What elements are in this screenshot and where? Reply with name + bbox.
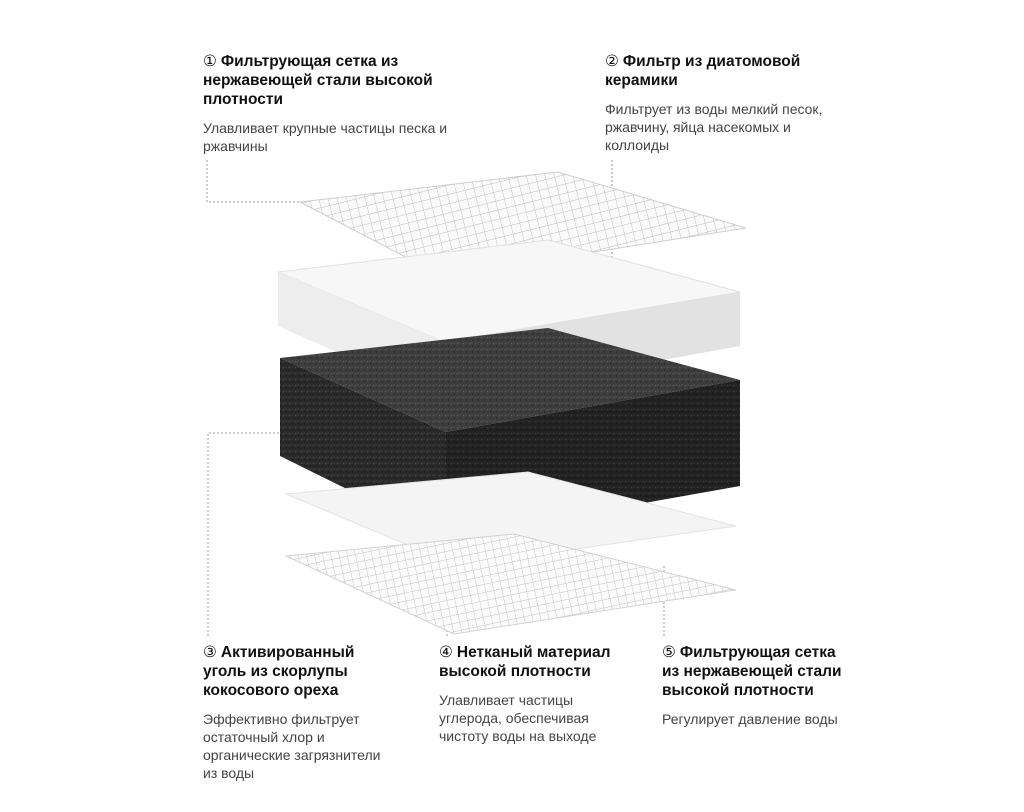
callout-1-title: ① Фильтрующая сетка из нержавеющей стали высокой плотности	[203, 53, 433, 108]
callout-4-description: Улавливает частицы углерода, обеспечивая чистоту воды на выходе	[439, 692, 597, 744]
callout-3-number: ③	[203, 644, 217, 661]
callout-2-number: ②	[605, 53, 619, 70]
callout-5	[662, 643, 847, 728]
callout-4-number: ④	[439, 644, 453, 661]
callout-2-title: ② Фильтр из диатомовой керамики	[605, 53, 801, 89]
callout-2	[605, 52, 850, 154]
callout-3-title: ③ Активированный уголь из скорлупы кокосового ореха	[203, 644, 355, 699]
callout-4-title: ④ Нетканый материал высокой плотности	[439, 644, 611, 680]
callout-5-description: Регулирует давление воды	[662, 711, 838, 727]
callout-3	[203, 643, 398, 782]
callout-1-description: Улавливает крупные частицы песка и ржавчины	[203, 120, 448, 154]
callout-5-title: ⑤ Фильтрующая сетка из нержавеющей стали высокой плотности	[662, 644, 842, 699]
callout-5-number: ⑤	[662, 644, 676, 661]
leader-line-3	[208, 433, 280, 636]
callout-2-description: Фильтрует из воды мелкий песок, ржавчину, яйца насекомых и коллоиды	[605, 101, 823, 153]
callout-4	[439, 643, 629, 745]
callout-3-description: Эффективно фильтрует остаточный хлор и органические загрязнители из воды	[203, 711, 381, 781]
callout-1-number: ①	[203, 53, 217, 70]
bottom-mesh-layer	[286, 534, 736, 634]
leader-line-1	[207, 160, 300, 202]
callout-1	[203, 52, 468, 155]
